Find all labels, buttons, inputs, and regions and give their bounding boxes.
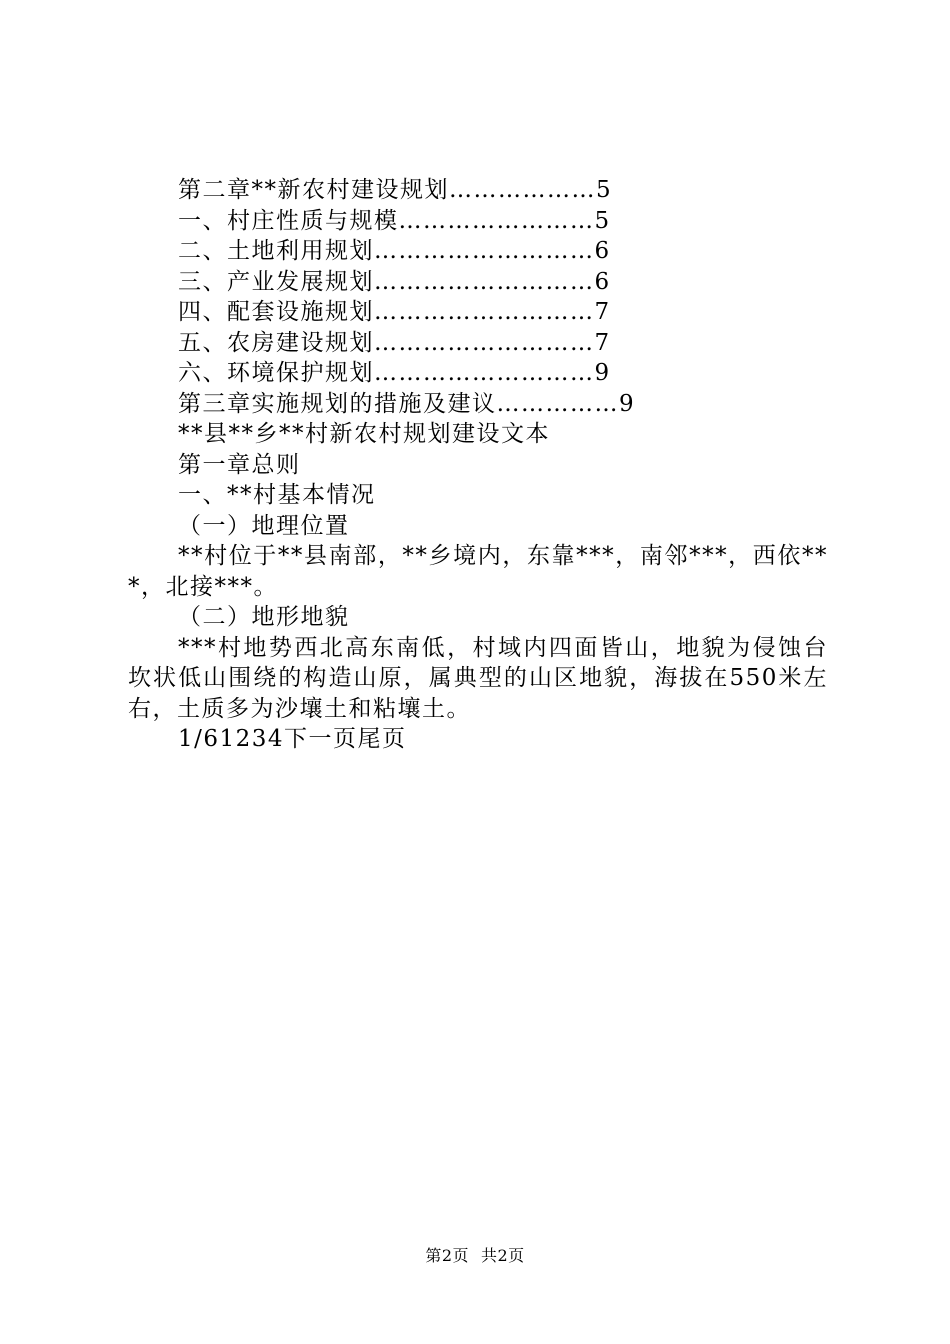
document-title: **县**乡**村新农村规划建设文本 <box>178 421 550 447</box>
pager-text: 1/61234下一页尾页 <box>178 726 407 752</box>
page-number: 第2页 <box>425 1246 469 1265</box>
toc-entry: 一、村庄性质与规模……………………5 <box>178 207 611 234</box>
chapter-heading: 第一章总则 <box>178 451 301 478</box>
toc-entry: 四、配套设施规划………………………7 <box>178 299 611 325</box>
toc-entry: 第三章实施规划的措施及建议……………9 <box>178 390 636 417</box>
toc-entry: 第二章**新农村建设规划………………5 <box>178 177 613 203</box>
toc-entry: 三、产业发展规划………………………6 <box>178 268 611 295</box>
paragraph-terrain: ***村地势西北高东南低，村域内四面皆山，地貌为侵蚀台坎状低山围绕的构造山原，属典型的山区地貌，海拔在550米左右，土质多为沙壤土和粘壤土。 <box>128 634 828 722</box>
page-footer <box>0 1243 950 1266</box>
page-total: 共2页 <box>481 1246 525 1265</box>
subsection-heading: （一）地理位置 <box>178 512 350 539</box>
toc-entry: 五、农房建设规划………………………7 <box>178 329 611 356</box>
paragraph-location: **村位于**县南部，**乡境内，东靠***，南邻***，西依***，北接***。 <box>128 543 828 600</box>
toc-entry: 六、环境保护规划………………………9 <box>178 360 611 386</box>
section-heading: 一、**村基本情况 <box>178 482 376 508</box>
document-body <box>128 175 828 755</box>
subsection-heading: （二）地形地貌 <box>178 604 350 630</box>
toc-entry: 二、土地利用规划………………………6 <box>178 238 611 264</box>
